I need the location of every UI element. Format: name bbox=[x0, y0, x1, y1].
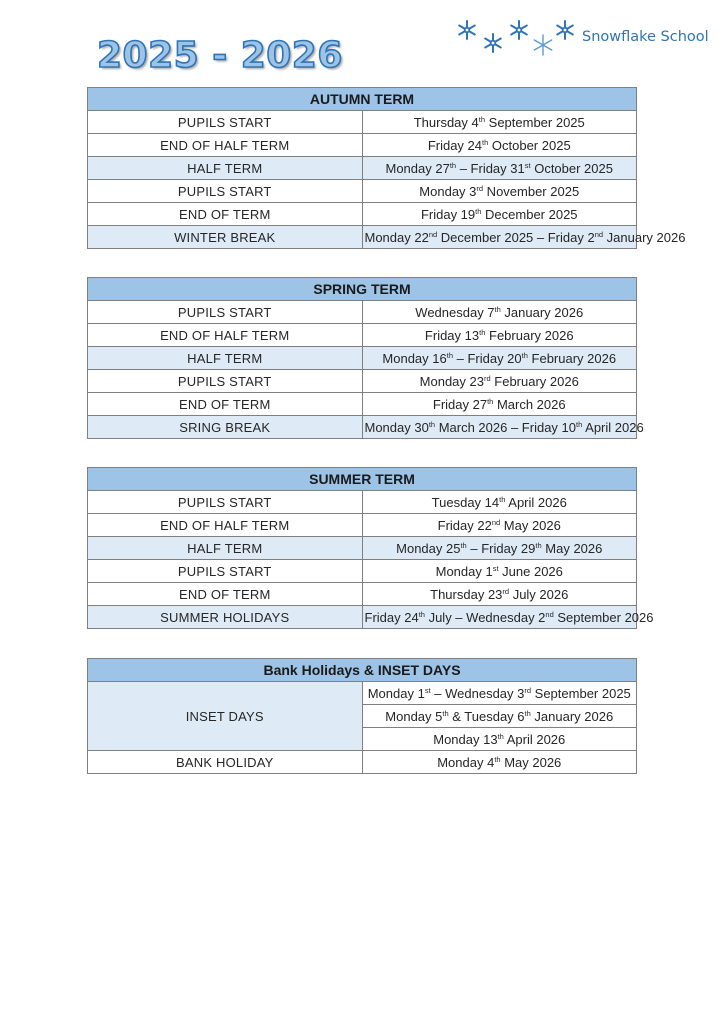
table-row bbox=[88, 301, 637, 324]
row-label: PUPILS START bbox=[88, 560, 363, 583]
row-date: Thursday 23rd July 2026 bbox=[362, 583, 637, 606]
row-label: INSET DAYS bbox=[88, 682, 363, 751]
row-date: Tuesday 14th April 2026 bbox=[362, 491, 637, 514]
ordinal-suffix: th bbox=[497, 731, 504, 741]
term-heading: AUTUMN TERM bbox=[88, 88, 637, 111]
snowflakes-icon bbox=[452, 14, 582, 58]
snowflake-icon bbox=[485, 34, 501, 52]
table-row bbox=[88, 514, 637, 537]
ordinal-suffix: rd bbox=[476, 183, 484, 193]
table-row bbox=[88, 537, 637, 560]
table-row bbox=[88, 203, 637, 226]
table-row bbox=[88, 491, 637, 514]
table-row bbox=[88, 347, 637, 370]
row-label: HALF TERM bbox=[88, 347, 363, 370]
ordinal-suffix: th bbox=[428, 419, 436, 429]
ordinal-suffix: th bbox=[460, 540, 467, 550]
snowflake-icon bbox=[459, 21, 475, 39]
row-date: Friday 22nd May 2026 bbox=[362, 514, 637, 537]
ordinal-suffix: st bbox=[524, 160, 531, 170]
ordinal-suffix: th bbox=[576, 419, 583, 429]
row-date: Monday 23rd February 2026 bbox=[362, 370, 637, 393]
row-label: END OF TERM bbox=[88, 393, 363, 416]
row-date: Monday 27th – Friday 31st October 2025 bbox=[362, 157, 637, 180]
summer-term-table bbox=[87, 467, 654, 629]
row-label: BANK HOLIDAY bbox=[88, 751, 363, 774]
ordinal-suffix: th bbox=[442, 708, 449, 718]
term-rows bbox=[88, 491, 654, 629]
row-date: Thursday 4th September 2025 bbox=[362, 111, 637, 134]
row-date: Monday 30th March 2026 – Friday 10th April 2026 bbox=[362, 416, 637, 439]
ordinal-suffix: th bbox=[524, 708, 531, 718]
row-date: Friday 24th July – Wednesday 2nd September 2026 bbox=[362, 606, 637, 629]
row-label: END OF TERM bbox=[88, 203, 363, 226]
row-date: Wednesday 7th January 2026 bbox=[362, 301, 637, 324]
table-row bbox=[88, 324, 637, 347]
table-row bbox=[88, 416, 637, 439]
row-label: END OF HALF TERM bbox=[88, 514, 363, 537]
ordinal-suffix: th bbox=[418, 609, 425, 619]
snowflake-icon bbox=[557, 21, 573, 39]
row-date: Monday 22nd December 2025 – Friday 2nd January 2026 bbox=[362, 226, 637, 249]
table-row bbox=[88, 180, 637, 203]
table-row bbox=[88, 226, 637, 249]
term-rows bbox=[88, 111, 686, 249]
row-date: Friday 13th February 2026 bbox=[362, 324, 637, 347]
ordinal-suffix: nd bbox=[594, 229, 604, 239]
row-label: PUPILS START bbox=[88, 111, 363, 134]
row-label: PUPILS START bbox=[88, 180, 363, 203]
table-row bbox=[88, 134, 637, 157]
row-label: SRING BREAK bbox=[88, 416, 363, 439]
ordinal-suffix: st bbox=[492, 563, 499, 573]
row-label: SUMMER HOLIDAYS bbox=[88, 606, 363, 629]
table-row bbox=[88, 157, 637, 180]
row-date: Monday 16th – Friday 20th February 2026 bbox=[362, 347, 637, 370]
row-label: PUPILS START bbox=[88, 370, 363, 393]
ordinal-suffix: th bbox=[494, 754, 501, 764]
ordinal-suffix: th bbox=[499, 494, 506, 504]
ordinal-suffix: rd bbox=[502, 586, 510, 596]
autumn-term-table bbox=[87, 87, 686, 249]
table-row bbox=[88, 583, 637, 606]
term-heading: SPRING TERM bbox=[88, 278, 637, 301]
row-label: END OF HALF TERM bbox=[88, 134, 363, 157]
star-snowflake-icon bbox=[534, 35, 551, 55]
ordinal-suffix: th bbox=[475, 206, 482, 216]
ordinal-suffix: th bbox=[479, 327, 486, 337]
ordinal-suffix: th bbox=[487, 396, 494, 406]
row-label: PUPILS START bbox=[88, 491, 363, 514]
row-label: HALF TERM bbox=[88, 157, 363, 180]
table-row bbox=[88, 111, 637, 134]
table-row bbox=[88, 606, 637, 629]
ordinal-suffix: th bbox=[478, 114, 486, 124]
row-date: Friday 19th December 2025 bbox=[362, 203, 637, 226]
row-date: Friday 24th October 2025 bbox=[362, 134, 637, 157]
year-title: 2025 - 2026 bbox=[97, 35, 343, 76]
term-heading: Bank Holidays & INSET DAYS bbox=[88, 659, 637, 682]
row-date: Monday 4th May 2026 bbox=[362, 751, 637, 774]
term-heading: SUMMER TERM bbox=[88, 468, 637, 491]
row-label: END OF HALF TERM bbox=[88, 324, 363, 347]
ordinal-suffix: th bbox=[449, 160, 457, 170]
term-rows bbox=[88, 301, 644, 439]
table-row bbox=[88, 393, 637, 416]
ordinal-suffix: rd bbox=[524, 685, 532, 695]
spring-term-table bbox=[87, 277, 644, 439]
ordinal-suffix: rd bbox=[483, 373, 491, 383]
ordinal-suffix: nd bbox=[545, 609, 554, 619]
row-date: Monday 13th April 2026 bbox=[362, 728, 637, 751]
table-row bbox=[88, 370, 637, 393]
ordinal-suffix: th bbox=[446, 350, 453, 360]
ordinal-suffix: th bbox=[494, 304, 501, 314]
row-date: Friday 27th March 2026 bbox=[362, 393, 637, 416]
row-label: HALF TERM bbox=[88, 537, 363, 560]
snowflake-icon bbox=[511, 21, 527, 39]
table-row bbox=[88, 751, 637, 774]
ordinal-suffix: th bbox=[521, 350, 528, 360]
table-row bbox=[88, 682, 637, 705]
ordinal-suffix: th bbox=[535, 540, 542, 550]
row-date: Monday 25th – Friday 29th May 2026 bbox=[362, 537, 637, 560]
bank-holidays-table bbox=[87, 658, 637, 774]
ordinal-suffix: st bbox=[424, 685, 431, 695]
ordinal-suffix: th bbox=[482, 137, 489, 147]
row-label: WINTER BREAK bbox=[88, 226, 363, 249]
ordinal-suffix: nd bbox=[491, 517, 501, 527]
row-label: END OF TERM bbox=[88, 583, 363, 606]
row-label: PUPILS START bbox=[88, 301, 363, 324]
school-name: Snowflake School bbox=[582, 29, 709, 45]
row-date: Monday 3rd November 2025 bbox=[362, 180, 637, 203]
row-date: Monday 5th & Tuesday 6th January 2026 bbox=[362, 705, 637, 728]
table-row bbox=[88, 560, 637, 583]
school-logo bbox=[452, 14, 712, 58]
row-date: Monday 1st June 2026 bbox=[362, 560, 637, 583]
row-date: Monday 1st – Wednesday 3rd September 2025 bbox=[362, 682, 637, 705]
ordinal-suffix: nd bbox=[428, 229, 438, 239]
